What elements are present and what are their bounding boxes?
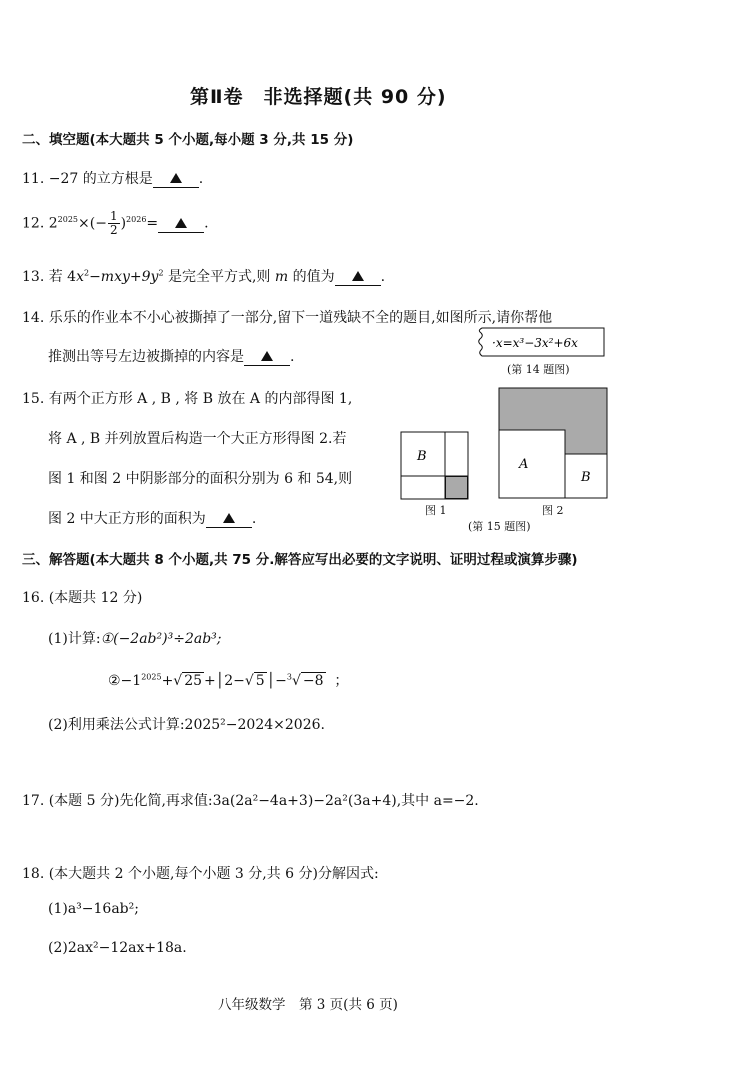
exponent: 2025: [141, 672, 162, 682]
question-14-line2: [48, 346, 294, 366]
triangle-icon: [261, 351, 273, 361]
question-head: (本题共 12 分): [48, 590, 143, 606]
answer-blank[interactable]: [153, 172, 199, 188]
question-15-line4: [48, 508, 256, 528]
question-18-part2: (2)2ax²−12ax+18a.: [48, 940, 187, 956]
question-11: [22, 168, 203, 188]
base: 2: [48, 215, 58, 232]
triangle-icon: [175, 218, 187, 228]
question-number: 16.: [22, 590, 45, 606]
figure-2-caption: 图 2: [542, 504, 564, 517]
question-head: (本大题共 2 个小题,每个小题 3 分,共 6 分)分解因式:: [48, 866, 379, 882]
exponent: 2025: [57, 214, 78, 224]
expr: −mxy+9y: [89, 269, 159, 285]
question-number: 18.: [22, 866, 45, 882]
operator: +: [161, 673, 174, 689]
figure-1-caption: 图 1: [425, 504, 447, 517]
expression: ①(−2ab²)³÷2ab³;: [100, 631, 222, 647]
exponent: 2026: [126, 214, 147, 224]
square-A: [499, 430, 565, 498]
question-number: 13.: [22, 269, 45, 285]
figure-1: [400, 430, 472, 502]
period: .: [198, 171, 204, 187]
question-text: (本题 5 分)先化简,再求值:3a(2a²−4a+3)−2a²(3a+4),其中 a=−2.: [48, 793, 479, 809]
question-number: 17.: [22, 793, 45, 809]
sqrt-radicand: 25: [184, 673, 203, 689]
section-heading-solve: 三、解答题(本大题共 8 个小题,共 75 分.解答应写出必要的文字说明、证明过程或演算步骤): [22, 552, 578, 568]
figure-15-caption: (第 15 题图): [468, 520, 531, 533]
equals: =: [146, 215, 159, 232]
question-16-part2: (2)利用乘法公式计算:2025²−2024×2026.: [48, 717, 325, 733]
question-15-line1: [22, 388, 352, 408]
answer-blank[interactable]: [335, 270, 381, 286]
page-title: 第Ⅱ卷 非选择题(共 90 分): [190, 86, 447, 108]
period: .: [251, 511, 257, 527]
text: 的值为: [288, 269, 335, 285]
text: 是完全平方式,则: [163, 269, 275, 285]
label-A: A: [519, 457, 529, 472]
paren: ): [120, 215, 127, 232]
torn-expression: ·x=x³−3x²+6x: [492, 336, 578, 350]
triangle-icon: [352, 271, 364, 281]
answer-blank[interactable]: [244, 350, 290, 366]
question-13: 13. 若 $4x^2-mxy+9y^2$ 是完全平方式,则 m 的值为 .: [22, 268, 386, 285]
question-number: 12.: [22, 215, 45, 232]
abs-close: │−: [266, 673, 287, 689]
cbrt-radicand: −8: [302, 673, 324, 689]
question-text: 图 2 中大正方形的面积为: [48, 511, 206, 527]
answer-blank[interactable]: [206, 512, 252, 528]
sqrt-radicand: 5: [255, 673, 265, 689]
question-17: [22, 790, 479, 810]
exponent: 2: [83, 268, 90, 278]
question-18: [22, 863, 379, 883]
semicolon: ；: [334, 673, 349, 689]
section-heading-fill-in: 二、填空题(本大题共 5 个小题,每小题 3 分,共 15 分): [22, 132, 354, 148]
torn-paper-figure: [470, 326, 610, 358]
root-index: 3: [286, 672, 292, 682]
numerator: 1: [109, 209, 118, 223]
var: x: [76, 269, 84, 285]
question-text: −27 的立方根是: [48, 171, 153, 187]
question-number: 11.: [22, 171, 45, 187]
question-16-part1b: $②-1^{2025}+√$ 25 +│2−√ 5 │−$^3$√ −8 ；: [108, 672, 349, 689]
answer-blank[interactable]: [158, 217, 204, 233]
question-14-line1: [22, 307, 552, 327]
label-B: B: [417, 449, 427, 464]
shaded-square: [446, 477, 468, 499]
part-label: (1)计算:: [48, 631, 101, 647]
question-text: 推测出等号左边被撕掉的内容是: [48, 349, 244, 365]
question-16: [22, 587, 142, 607]
operator: ×(−: [78, 215, 107, 232]
triangle-icon: [223, 513, 235, 523]
triangle-icon: [170, 173, 182, 183]
fraction: [108, 210, 120, 237]
text: 若 4: [48, 269, 77, 285]
question-number: 14.: [22, 310, 45, 326]
expression: ②−1: [108, 673, 142, 689]
period: .: [204, 215, 209, 232]
page-footer: 八年级数学 第 3 页(共 6 页): [218, 997, 398, 1013]
period: .: [290, 349, 295, 365]
figure-2: [497, 386, 609, 500]
var: m: [274, 269, 289, 285]
question-15-line3: 图 1 和图 2 中阴影部分的面积分别为 6 和 54,则: [48, 471, 353, 487]
question-text: 有两个正方形 A , B , 将 B 放在 A 的内部得图 1,: [48, 391, 353, 407]
question-18-part1: (1)a³−16ab²;: [48, 901, 139, 917]
question-16-part1: [48, 628, 221, 648]
figure-14-caption: (第 14 题图): [507, 363, 570, 376]
abs-open: +│2−: [204, 673, 245, 689]
question-text: 乐乐的作业本不小心被撕掉了一部分,留下一道残缺不全的题目,如图所示,请你帮他: [48, 310, 553, 326]
period: .: [380, 269, 386, 285]
label-B: B: [581, 470, 591, 485]
denominator: 2: [109, 223, 118, 237]
question-12: [22, 210, 209, 237]
question-number: 15.: [22, 391, 45, 407]
question-15-line2: 将 A , B 并列放置后构造一个大正方形得图 2.若: [48, 431, 347, 447]
